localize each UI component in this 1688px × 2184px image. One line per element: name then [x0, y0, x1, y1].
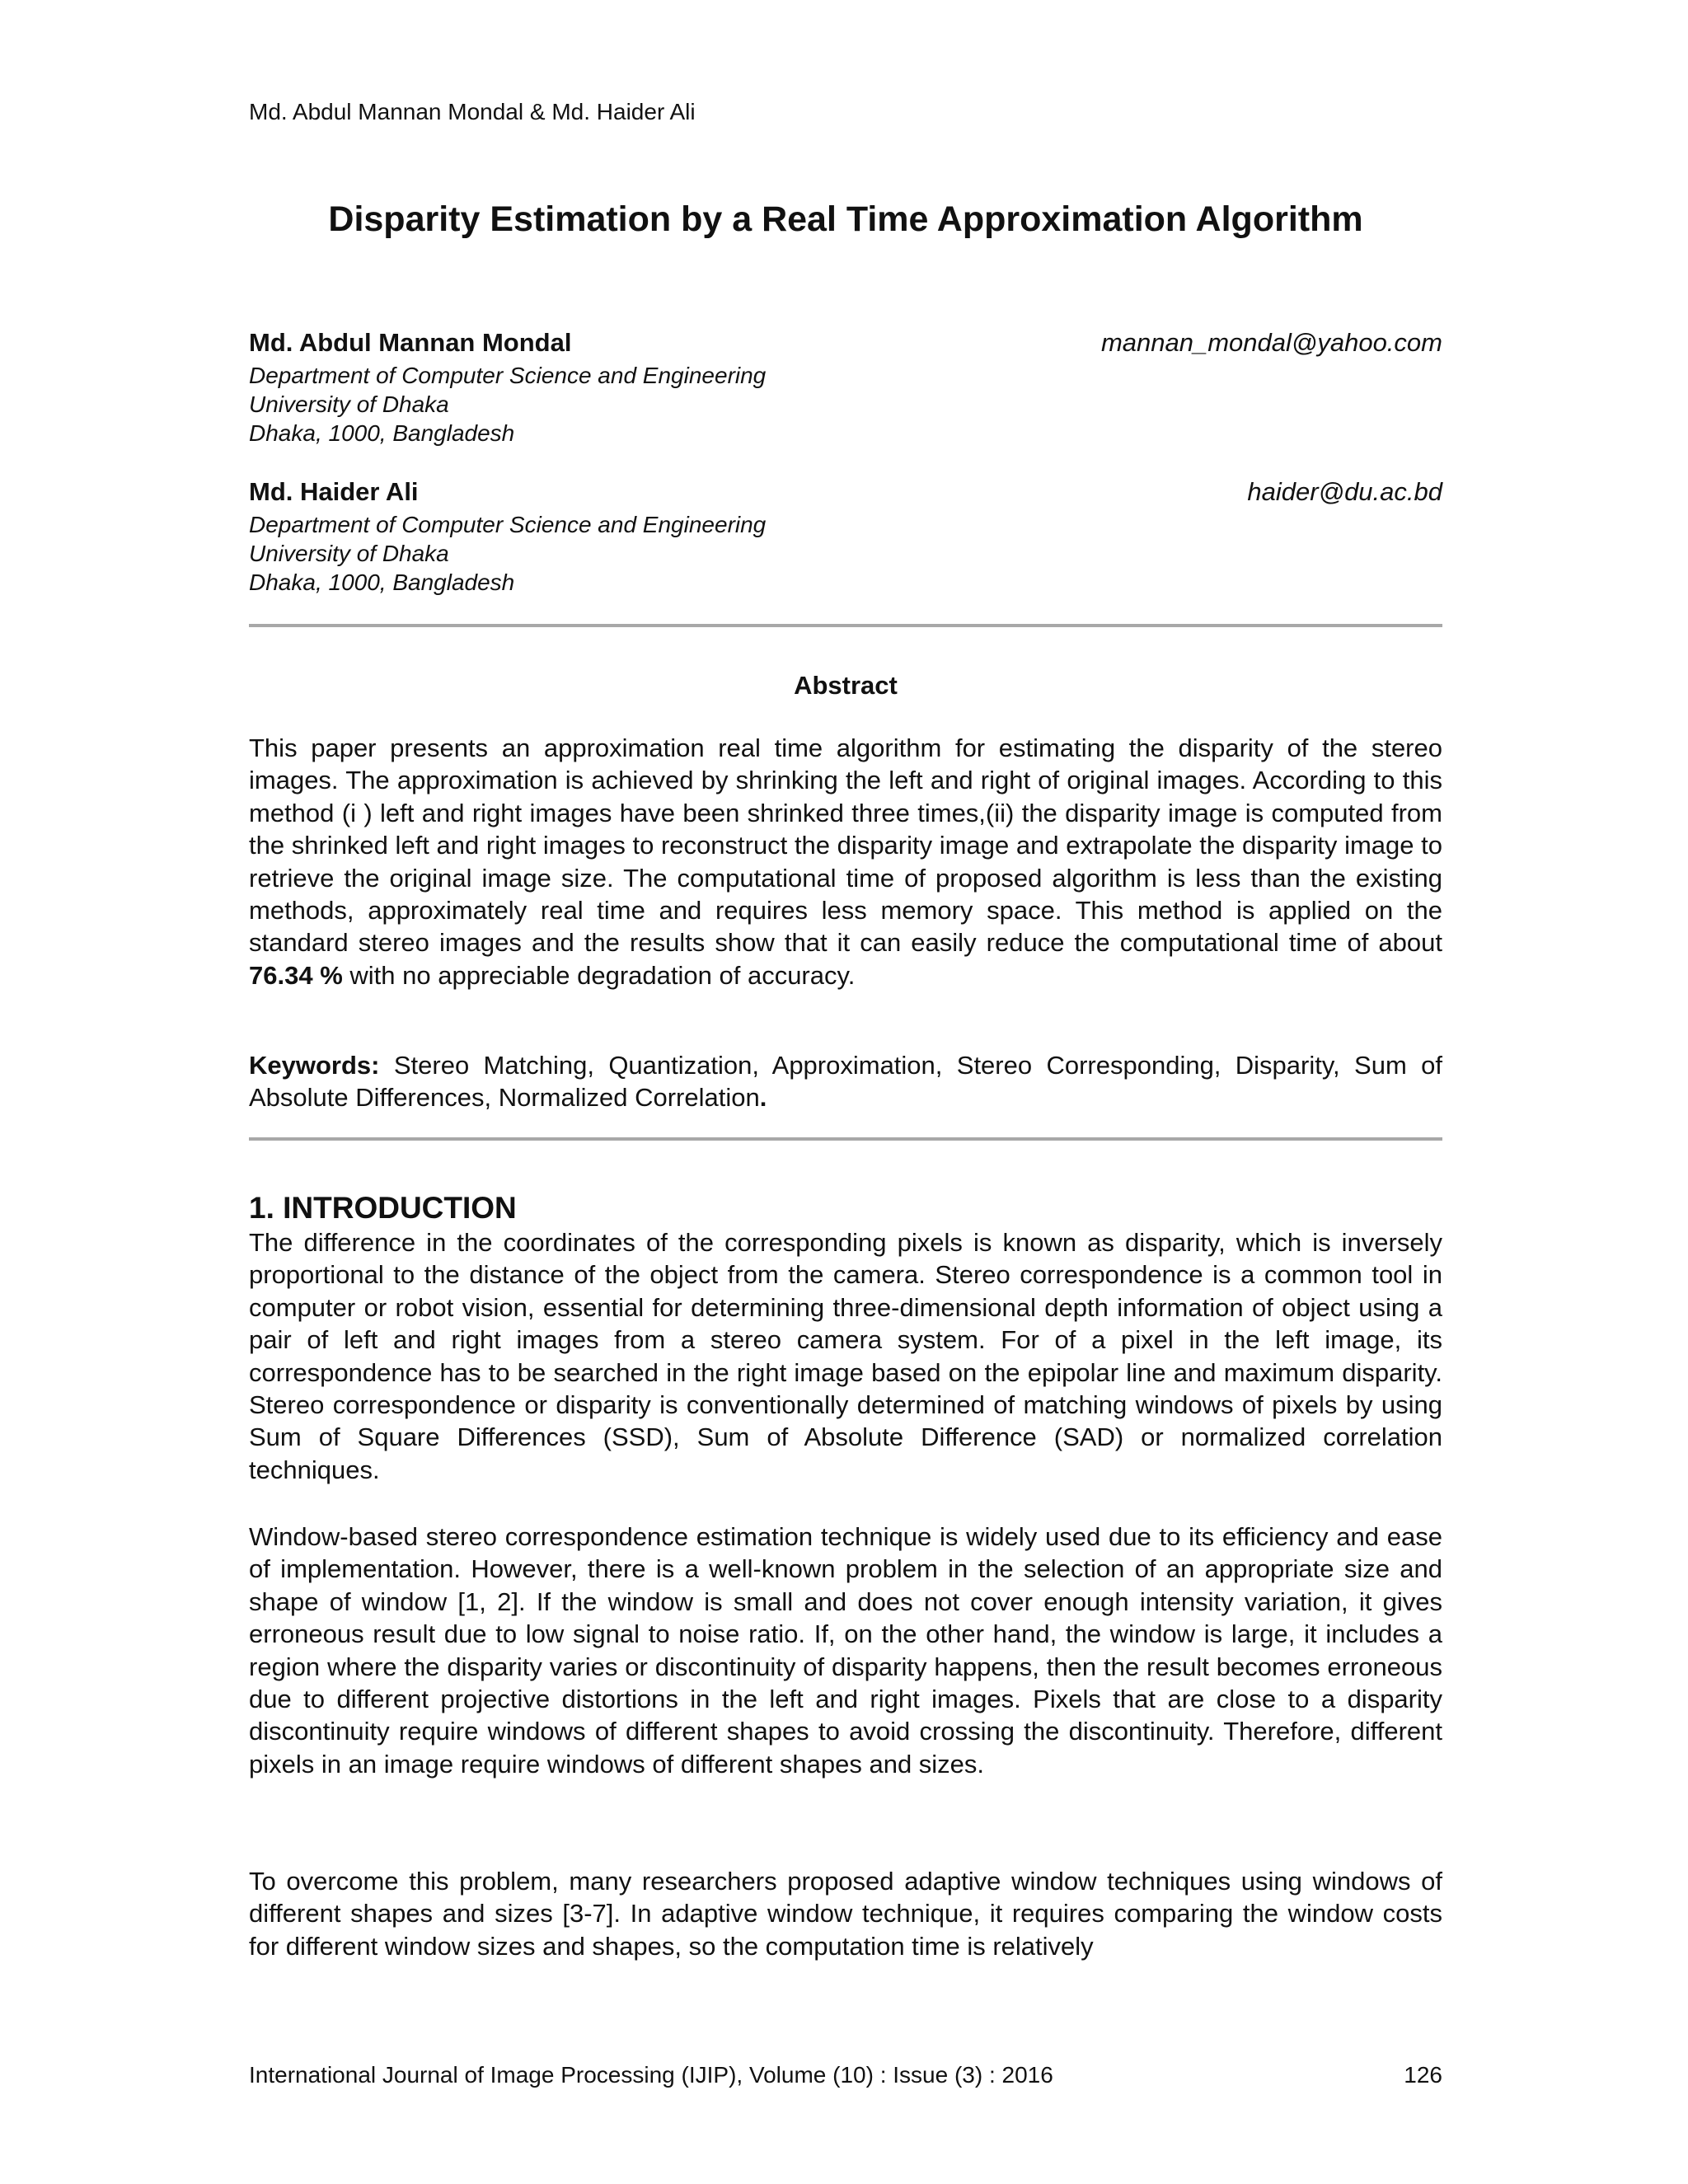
section-heading-introduction: 1. INTRODUCTION: [249, 1191, 517, 1225]
divider-bottom: [249, 1137, 1442, 1141]
author-address: Dhaka, 1000, Bangladesh: [249, 569, 515, 595]
author-name: Md. Haider Ali: [249, 477, 419, 506]
author-block-1: [249, 326, 1442, 448]
author-university: University of Dhaka: [249, 391, 449, 417]
intro-paragraph-1: [249, 1226, 1442, 1486]
author-email[interactable]: mannan_mondal@yahoo.com: [1100, 328, 1442, 357]
abstract-text-end: with no appreciable degradation of accuracy.: [349, 960, 856, 990]
running-head: Md. Abdul Mannan Mondal & Md. Haider Ali: [249, 99, 696, 124]
abstract-paragraph: [249, 732, 1442, 991]
author-department: Department of Computer Science and Engineering: [249, 363, 767, 388]
page-footer: [249, 2060, 1442, 2090]
abstract-heading: Abstract: [794, 671, 898, 700]
author-name: Md. Abdul Mannan Mondal: [249, 328, 572, 357]
keywords-end: .: [759, 1083, 767, 1113]
author-email[interactable]: haider@du.ac.bd: [1247, 477, 1442, 506]
keywords-text: Stereo Matching, Quantization, Approximation, Stereo Corresponding, Disparity, Sum of Absolute Differences, Normalized Correlation: [249, 1051, 1442, 1113]
abstract-highlight: 76.34 %: [249, 960, 343, 990]
author-department: Department of Computer Science and Engineering: [249, 512, 767, 537]
keywords-label: Keywords:: [249, 1051, 380, 1080]
paper-title: Disparity Estimation by a Real Time Approximation Algorithm: [328, 199, 1363, 239]
footer-journal: International Journal of Image Processing (IJIP), Volume (10) : Issue (3) : 2016: [249, 2062, 1053, 2088]
abstract-body: [249, 732, 1442, 991]
paragraph-text: To overcome this problem, many researchers proposed adaptive window techniques using windows of different shapes and sizes [3-7]. In adaptive window technique, it requires comparing the window costs for different window sizes and shapes, so the computation time is relatively: [249, 1867, 1442, 1961]
keywords: [249, 1049, 1442, 1114]
author-address: Dhaka, 1000, Bangladesh: [249, 420, 515, 446]
intro-paragraph-2: [249, 1521, 1442, 1780]
intro-paragraph-3: [249, 1865, 1442, 1962]
keywords-paragraph: [249, 1049, 1442, 1114]
paragraph-text: Window-based stereo correspondence estimation technique is widely used due to its efficiency and ease of implementation. However, there is a well-known problem in the selection of an appropriate size and shape of window [1, 2]. If the window is small and does not cover enough intensity variation, it gives erroneous result due to low signal to noise ratio. If, on the other hand, the window is large, it includes a region where the disparity varies or discontinuity of disparity happens, then the result becomes erroneous due to different projective distortions in the left and right images. Pixels that are close to a disparity discontinuity require windows of different shapes to avoid crossing the discontinuity. Therefore, different pixels in an image require windows of different shapes and sizes.: [249, 1522, 1442, 1779]
author-university: University of Dhaka: [249, 541, 449, 566]
abstract-text: This paper presents an approximation real time algorithm for estimating the disparity of the stereo images. The approximation is achieved by shrinking the left and right of original images. According to this method (i ) left and right images have been shrinked three times,(ii) the disparity image is computed from the shrinked left and right images to reconstruct the disparity image and extrapolate the disparity image to retrieve the original image size. The computational time of proposed algorithm is less than the existing methods, approximately real time and requires less memory space. This method is applied on the standard stereo images and the results show that it can easily reduce the computational time of about: [249, 733, 1442, 958]
paragraph-text: The difference in the coordinates of the corresponding pixels is known as disparity, which is inversely proportional to the distance of the object from the camera. Stereo correspondence is a common tool in computer or robot vision, essential for determining three-dimensional depth information of object using a pair of left and right images from a stereo camera system. For of a pixel in the left image, its correspondence has to be searched in the right image based on the epipolar line and maximum disparity. Stereo correspondence or disparity is conventionally determined of matching windows of pixels by using Sum of Square Differences (SSD), Sum of Absolute Difference (SAD) or normalized correlation techniques.: [249, 1228, 1442, 1484]
divider-top: [249, 624, 1442, 627]
author-block-2: [249, 476, 1442, 597]
page-number: 126: [1404, 2062, 1442, 2088]
